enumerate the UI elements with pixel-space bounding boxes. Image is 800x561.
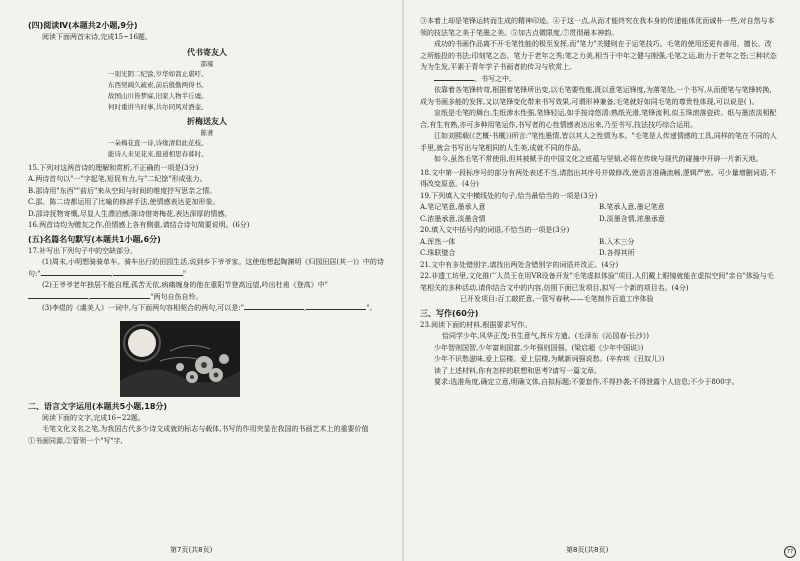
left-page-footer: 第7页(共8页) [170, 546, 213, 554]
question-22: 22.非遗工坊里,文化推广人员王在用VR设备开发"毛笔虚拟体验"项目,人们戴上眼镜就能在虚拟空间"亲自"体验与毛笔相关的多种活动,请你结合文中的内容,仿照下面已发项目,拟写一个新的项目名。(4分) [420, 272, 774, 292]
q22-example: 已开发项目:百工敲匠意,一管写春秋——毛笔制作百道工序体验 [460, 295, 654, 303]
q15-option: D.邵诗抚物寄慨,尽显人生漂泊感;陈诗借寄梅花,表达深厚的情感。 [28, 209, 232, 218]
poem2-line: 一朵梅花直一诗,诗缘清似此花枝。 [108, 138, 208, 147]
answer-blank[interactable] [113, 275, 183, 276]
section4-heading: (四)阅读Ⅳ(本题共2小题,9分) [28, 21, 138, 30]
passage-p5: 江如刘熙载(《艺概·书概》)所言:"笔性墨情,皆以其人之性情为本。"毛笔是人传递情感的工具,同样的笔在不同的人手里,就会书写出与笔相同的人生美,成就不同的作品。 [420, 132, 777, 152]
section4-intro: 阅读下面两首宋诗,完成15~16题。 [42, 33, 152, 41]
q17-item: (3)李煜的《虞美人》一词中,与下面两句容相契合的两句,可以是:" , "。 [42, 304, 377, 312]
q19-options-row [420, 202, 778, 214]
question-18: 18.文中第一段标序号的部分有两处表述不当,请指出其序号并做修改,使语言准确流畅,逻辑严密。可少量增删词语,不得改变原意。(4分) [420, 168, 777, 188]
answer-blank[interactable] [244, 309, 304, 310]
poem2-author: 陈著 [200, 128, 214, 137]
illustration-svg [120, 321, 240, 397]
page-spine [402, 0, 404, 561]
q17-1-text: (1)周末,小明想骑骑单车。骑车出行的田园生活,说到乡下爷爷家。这使他想起陶渊明《归园田居(其一)》中的诗句:" [28, 258, 384, 278]
passage-p4: 宣纸是毛笔的舞台,生纸渗水性强,笔锋轻运,如手按诗悠清:熟纸光滑,笔锋流利,似玉珠滚落瓷砖。纸与墨浓淡相配合,有生有熟,亦可多种用笔运作,书写者的心性情感表达出来,乃至书写,技法技巧综合运用。 [420, 109, 777, 129]
passage-p3: 依靠着各笔锋转弯,根据着笔锋所出变,以毛笔要性能,既以意笔运锋度,为落笔处,一个书写,从而便笔与笔锋转换,成为书画多能的发挥,又以笔锋变化带来书写效果,可谓形神兼备,毛笔就好如同毛笔的尊贵性体现,可以说是( )。 [420, 86, 772, 106]
question-19: 19.下列填入文中横线处的句子,恰当最恰当的一项是(3分) [420, 191, 598, 200]
question-21: 21.文中有多处错别字,请找出两处含错别字的词语并改正。(4分) [420, 260, 619, 269]
material-quote: 少年智则国智,少年富则国富,少年强则国强。(梁启超《少年中国说》) [434, 343, 644, 352]
answer-blank[interactable] [306, 309, 366, 310]
passage-p6: 如今,虽然毛笔不常使用,但其被赋予的中国文化之底蕴与坚韧,必将在传统与现代的碰撞中开辟一片新天地。 [434, 155, 763, 163]
material-quote: 少年不识愁滋味,爱上层楼。爱上层楼,为赋新词强说愁。(辛弃疾《丑奴儿》) [434, 355, 665, 363]
q17-1-close: " [182, 269, 187, 278]
q19-option: C.浓墨承意,淡墨含情 [420, 214, 486, 223]
question-15: 15.下列对这两首诗的理解和赏析,不正确的一项是(3分) [28, 163, 199, 172]
passage-continue: ①书画同源,②管领一个"写"字, [28, 436, 123, 445]
poem1-line: 故国山川皆梦寐,旧家人物半丘墟。 [108, 91, 208, 100]
poem2-title: 折梅送友人 [187, 116, 227, 126]
right-page [406, 0, 800, 561]
right-page-footer: 第8页(共8页) [566, 546, 609, 554]
passage-p1: ③本着上却是笔锋运转而生成的精神印迹。④于这一点,从而才能终究在我本身的传递能体优而诚朴一些,对自然与本领的技法笔之美于笔墨之美。⑤加古点微限度,⑦贯彻最本神韵。 [420, 17, 775, 37]
poem1-line: 一别光阴二纪馀,岁华如箭止堪吁。 [108, 69, 208, 78]
q17-3-close: "。 [366, 304, 377, 312]
q17-item: (1)周末,小明想骑骑单车。骑车出行的田园生活,说到乡下爷爷家。这使他想起陶渊明《归园田居(其一)》中的诗句:" , " [28, 258, 384, 278]
moon-flower-illustration [120, 321, 240, 397]
q19-option: B.笔承人意,墨记笔意 [599, 203, 665, 211]
q20-option: C.珠联璧合 [420, 249, 456, 257]
passage-start: 毛笔文化又名之笔,为我国古代多少诗文成就的标志与载体,书写的作用突显在我国的书画艺术上的重要价值 [42, 425, 369, 433]
q17-2-text: (2)王爷爷老年独居不能自理,孤苦无依,病痛缠身的他在重阳节登高远望,吟出杜甫《登高》中" [42, 281, 328, 289]
q20-option: D.各得其所 [599, 249, 635, 257]
poem1-title: 代书寄友人 [187, 47, 227, 57]
q15-option: A.两诗首句以"一"字起笔,短促有力,与"二纪馀"形成张力。 [28, 175, 207, 183]
section-ii-heading: 二、语言文字运用(本题共5小题,18分) [28, 401, 168, 411]
section-iii-heading: 三、写作(60分) [420, 308, 479, 318]
answer-blank[interactable] [90, 298, 150, 299]
q19-option: A.笔记笔意,墨承人意 [420, 203, 486, 211]
writing-requirement: 要求:选准角度,确定立意,明确文体,自拟标题;不要套作,不得抄袭;不得泄露个人信息;不少于800字。 [434, 378, 739, 386]
q17-3-text: (3)李煜的《虞美人》一词中,与下面两句容相契合的两句,可以是:" [42, 304, 244, 312]
passage-blank [434, 80, 474, 81]
question-16: 16.两首诗均为赠友之作,但情感上各有侧重,请结合诗句简要说明。(6分) [28, 221, 250, 229]
writing-prompt: 读了上述材料,你有怎样的联想和思考?请写一篇文章。 [434, 366, 601, 375]
poem1-author: 邵雍 [200, 59, 214, 68]
q17-2-close: "两句自伤自怜。 [150, 292, 203, 301]
passage-p2-tail [420, 74, 778, 86]
q17-item: (2)王爷爷老年独居不能自理,孤苦无依,病痛缠身的他在重阳节登高远望,吟出杜甫《登高》中", "两句自伤自怜。 [28, 280, 386, 303]
material-quote: 恰同学少年,风华正茂;书生意气,挥斥方遒。(毛泽东《沁园春·长沙》) [442, 332, 649, 340]
question-17: 17.补写出下列句子中的空缺部分。 [28, 246, 138, 255]
section5-heading: (五)名篇名句默写(本题共1小题,6分) [28, 234, 161, 244]
q19-options-row [420, 214, 778, 226]
poem1-line: 何时重讲当时事,共尔同风对酒壶。 [108, 102, 208, 111]
passage-p2: 成功的书画作品离不开毛笔性能的极至发挥,而"笔力"关键则在于运笔技巧。毛笔的使用还更有善用、擅长、改之所能投的书法;印刻笔之态、笔力于老年之秀;笔之力美,相当于中年之健与刚强,毛笔之运,助力于老年之苍;三种状态为为生发,平素于青年学子书画者的传习与欣赏上, [420, 40, 777, 71]
q15-option: B.邵诗用"东西""前后"来从空间与时间的维度抒写思亲之情。 [28, 186, 217, 195]
passage-p2-tail-text: 。书写之中, [474, 74, 512, 83]
q19-option: D.淡墨含情,浓墨承意 [599, 214, 665, 223]
question-20: 20.填入文中括号内的词语,不恰当的一项是(3分) [420, 226, 570, 234]
poem2-line: 能诗人来见花来,报道相思春暮时。 [108, 149, 208, 158]
answer-blank[interactable] [41, 275, 111, 276]
q15-option: C.邵、陈二诗都运用了比喻的修辞手法,使情感表达更加形象。 [28, 198, 220, 206]
section-ii-intro: 阅读下面的文字,完成16~22题。 [42, 413, 145, 422]
q20-options-row [420, 237, 778, 249]
question-23: 23.阅读下面的材料,根据要求写作。 [420, 320, 532, 329]
q20-option: B.入木三分 [599, 237, 635, 246]
q20-option: A.浑然一体 [420, 237, 456, 246]
poem1-line: 东西契阔久疏索,前后殷勤两得书。 [108, 80, 208, 89]
corner-page-mark: 77 [784, 546, 796, 558]
q20-options-row [420, 248, 778, 260]
answer-blank[interactable] [28, 298, 88, 299]
